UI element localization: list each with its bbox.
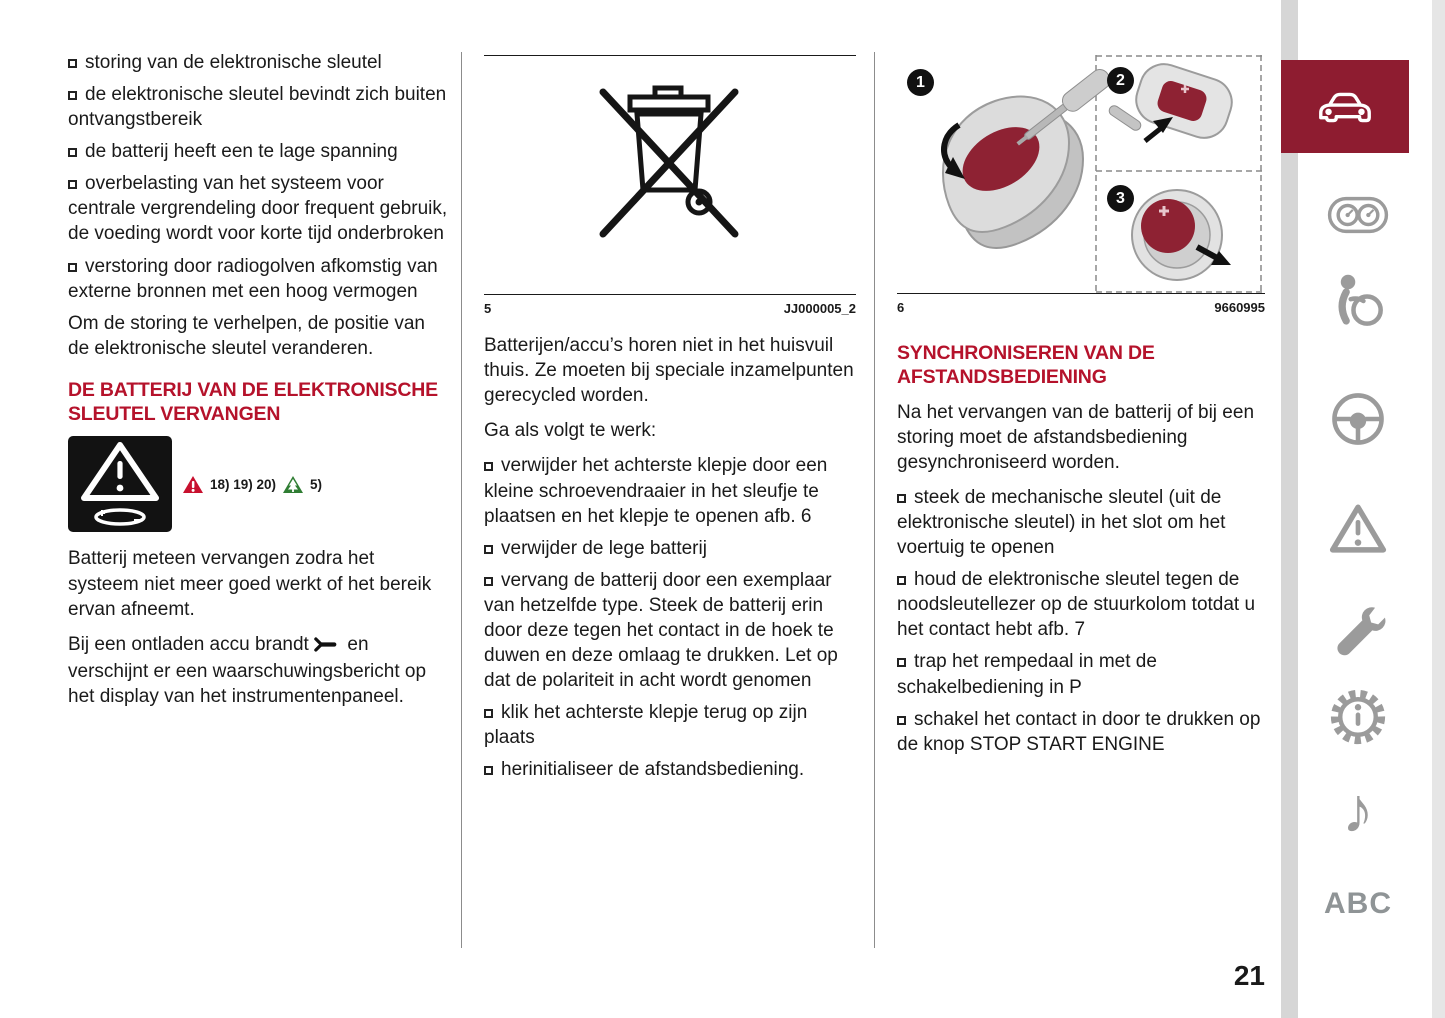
- list-item: [68, 50, 448, 75]
- square-bullet-icon: [897, 576, 906, 585]
- wrench-icon: [1329, 600, 1387, 658]
- bullet-text: de batterij heeft een te lage spanning: [85, 141, 398, 163]
- environment-triangle-icon: [282, 475, 304, 494]
- figure-bottom-rule: [897, 293, 1265, 294]
- sidebar-tab-instruments[interactable]: [1326, 182, 1390, 248]
- square-bullet-icon: [68, 148, 77, 157]
- battery-warning-figure: [68, 436, 448, 532]
- info-gear-icon: [1326, 685, 1390, 749]
- square-bullet-icon: [484, 545, 493, 554]
- bullet-text: overbelasting van het systeem voor centrale vergrendeling door frequent gebruik, de voeding wordt voor korte tijd onderbroken: [68, 173, 448, 245]
- reference-notes: [182, 475, 322, 494]
- bullet-text: vervang de batterij door een exemplaar van hetzelfde type. Steek de batterij erin door deze tegen het contact in de hoek te duwen en deze omlaag te drukken. Let op dat de polariteit in acht wordt genomen: [484, 569, 838, 692]
- bullet-text: schakel het contact in door te drukken op de knop STOP START ENGINE: [897, 708, 1261, 755]
- crossed-out-bin-icon: [575, 80, 765, 270]
- figure-bottom-rule: [484, 294, 856, 295]
- page-edge: [1432, 0, 1445, 1018]
- square-bullet-icon: [68, 91, 77, 100]
- instrument-cluster-icon: [1327, 194, 1389, 236]
- sidebar-tab-vehicle[interactable]: [1281, 60, 1409, 153]
- synchronisation-steps: [897, 485, 1265, 757]
- reference-numbers: 5): [310, 476, 323, 492]
- bullet-text: klik het achterste klepje terug op zijn plaats: [484, 702, 808, 749]
- sidebar-tab-index-abc[interactable]: ABC: [1324, 887, 1392, 920]
- bullet-text: de elektronische sleutel bevindt zich buiten ontvangstbereik: [68, 84, 447, 131]
- figure-6-art: [897, 55, 1265, 293]
- fault-causes-list: [68, 50, 448, 304]
- bullet-text: steek de mechanische sleutel (uit de elektronische sleutel) in het slot om het voertuig te openen: [897, 486, 1226, 559]
- music-note-icon[interactable]: ♪: [1342, 774, 1374, 846]
- list-item: [68, 171, 448, 246]
- bullet-text: verwijder de lege batterij: [501, 537, 707, 559]
- list-item: [484, 568, 856, 693]
- left-column: [68, 50, 448, 719]
- square-bullet-icon: [484, 577, 493, 586]
- section-heading: DE BATTERIJ VAN DE ELEKTRONISCHE SLEUTEL VERVANGEN: [68, 378, 438, 425]
- paragraph: Batterijen/accu’s horen niet in het huisvuil thuis. Ze moeten bij speciale inzamelpunten gerecycled worden.: [484, 335, 854, 407]
- bullet-text: verwijder het achterste klepje door een kleine schroevendraaier in het sleufje te plaatsen en het klepje te openen afb. 6: [484, 455, 828, 527]
- square-bullet-icon: [68, 180, 77, 189]
- figure-caption: [484, 300, 856, 317]
- square-bullet-icon: [484, 709, 493, 718]
- sidebar-tab-maintenance[interactable]: [1326, 596, 1390, 662]
- list-item: [484, 757, 856, 782]
- figure-5-art: [484, 56, 856, 294]
- list-item: [68, 82, 448, 132]
- paragraph: Na het vervangen van de batterij of bij een storing moet de afstandsbediening gesynchroniseerd worden.: [897, 401, 1255, 473]
- bullet-text: houd de elektronische sleutel tegen de noodsleutellezer op de stuurkolom totdat u het contact hebt afb. 7: [897, 569, 1256, 641]
- steering-wheel-icon: [1329, 390, 1387, 448]
- list-item: [484, 700, 856, 750]
- battery-warning-image: [68, 436, 172, 532]
- sidebar-tab-technical-info[interactable]: [1326, 684, 1390, 750]
- paragraph: Om de storing te verhelpen, de positie van de elektronische sleutel veranderen.: [68, 312, 425, 359]
- paragraph: Ga als volgt te werk:: [484, 420, 657, 442]
- column-divider-right: [874, 52, 875, 948]
- list-item: [897, 567, 1265, 642]
- figure-number: 5: [484, 301, 492, 316]
- paragraph: [68, 632, 448, 709]
- figure-caption: [897, 299, 1265, 316]
- figure-6: [897, 55, 1265, 332]
- square-bullet-icon: [484, 462, 493, 471]
- figure-callout-3: 3: [1107, 185, 1134, 212]
- square-bullet-icon: [68, 59, 77, 68]
- battery-replacement-steps: [484, 453, 856, 782]
- column-divider-left: [461, 52, 462, 948]
- figure-callout-2: 2: [1107, 67, 1134, 94]
- figure-code: JJ000005_2: [783, 301, 856, 316]
- warning-triangle-icon: [1329, 502, 1387, 556]
- paragraph-text: Bij een ontladen accu brandt: [68, 633, 309, 655]
- square-bullet-icon: [484, 766, 493, 775]
- bullet-text: verstoring door radiogolven afkomstig van externe bronnen met een hoog vermogen: [68, 255, 438, 302]
- paragraph: Batterij meteen vervangen zodra het systeem niet meer goed werkt of het bereik ervan afneemt.: [68, 548, 432, 620]
- right-column: [897, 55, 1265, 764]
- square-bullet-icon: [68, 263, 77, 272]
- sidebar-tab-warnings[interactable]: [1326, 496, 1390, 562]
- bullet-text: herinitialiseer de afstandsbediening.: [501, 759, 805, 781]
- list-item: [68, 254, 448, 304]
- airbag-person-icon: [1329, 271, 1387, 331]
- square-bullet-icon: [897, 716, 906, 725]
- wrench-warning-light-icon: [314, 634, 338, 659]
- sidebar-tab-driving[interactable]: [1326, 386, 1390, 452]
- bullet-text: trap het rempedaal in met de schakelbediening in P: [897, 651, 1157, 698]
- section-heading: SYNCHRONISEREN VAN DE AFSTANDSBEDIENING: [897, 342, 1155, 388]
- list-item: [68, 139, 448, 164]
- car-icon: [1314, 85, 1376, 129]
- figure-number: 6: [897, 300, 905, 315]
- page-number: 21: [1233, 960, 1265, 991]
- list-item: [897, 649, 1265, 699]
- square-bullet-icon: [897, 658, 906, 667]
- figure-5: [484, 55, 856, 333]
- paragraph-text: en verschijnt er een waarschuwingsbericht op het display van het instrumentenpaneel.: [68, 633, 427, 707]
- list-item: [484, 536, 856, 561]
- list-item: [484, 453, 856, 528]
- warning-triangle-icon: [182, 475, 204, 494]
- key-fob-battery-illustration: [897, 55, 1262, 293]
- figure-callout-1: 1: [907, 69, 934, 96]
- middle-column: [484, 55, 856, 789]
- list-item: [897, 707, 1265, 757]
- sidebar-tab-safety[interactable]: [1326, 268, 1390, 334]
- warning-triangle-battery-icon: [68, 436, 172, 532]
- list-item: [897, 485, 1265, 560]
- square-bullet-icon: [897, 494, 906, 503]
- reference-numbers: 18) 19) 20): [210, 476, 277, 492]
- figure-code: 9660995: [1214, 300, 1265, 315]
- bullet-text: storing van de elektronische sleutel: [85, 52, 382, 73]
